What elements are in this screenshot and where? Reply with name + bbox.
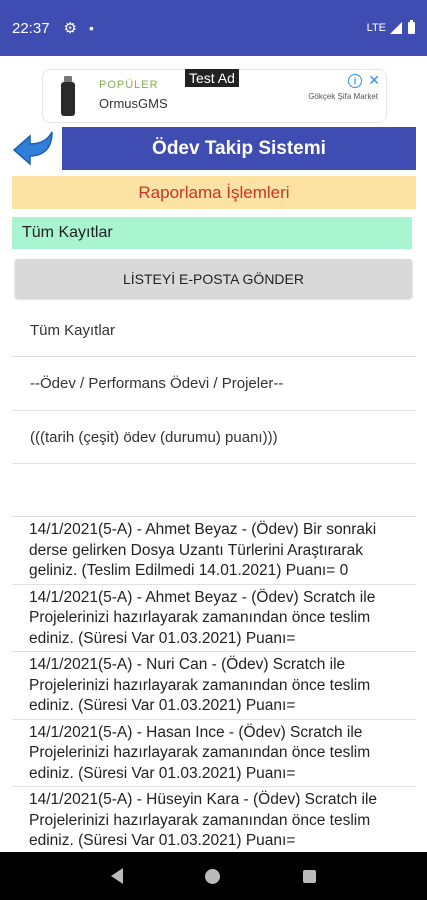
records-list[interactable] <box>12 516 416 853</box>
gear-icon: ⚙ <box>63 20 77 37</box>
record-filter-spinner[interactable]: Tüm Kayıtlar <box>12 305 416 357</box>
back-button[interactable] <box>12 128 56 170</box>
ad-tag: POPÜLER <box>99 79 159 91</box>
homework-type-spinner[interactable]: --Ödev / Performans Ödevi / Projeler-- <box>12 357 416 411</box>
list-item[interactable]: 14/1/2021(5-A) - Ahmet Beyaz - (Ödev) Scratch ile Projelerinizi hazırlayarak zamanından önce teslim ediniz. (Süresi Var 01.03.2021) Puanı= <box>12 585 416 653</box>
list-item[interactable]: 14/1/2021(5-A) - Ahmet Beyaz - (Ödev) Bir sonraki derse gelirken Dosya Uzantı Türlerini Araştırarak geliniz. (Teslim Edilmedi 14.01.2021) Puanı= 0 <box>12 517 416 585</box>
section-title: Raporlama İşlemleri <box>12 176 416 209</box>
system-nav-bar <box>0 852 427 900</box>
ad-advertiser: Gökçek Şifa Market <box>308 92 378 101</box>
nav-recents-icon[interactable] <box>303 870 316 883</box>
status-bar <box>0 0 427 56</box>
product-bottle-icon <box>61 76 75 116</box>
page-title: Ödev Takip Sistemi <box>62 127 416 170</box>
send-list-email-button[interactable]: LİSTEYİ E-POSTA GÖNDER <box>15 259 412 298</box>
list-item[interactable]: 14/1/2021(5-A) - Hasan Ince - (Ödev) Scratch ile Projelerinizi hazırlayarak zamanından önce teslim ediniz. (Süresi Var 01.03.2021) Puanı= <box>12 720 416 788</box>
ad-info-icon[interactable]: i <box>348 74 362 88</box>
ad-close-icon[interactable]: ✕ <box>368 72 380 88</box>
selected-filter-label: Tüm Kayıtlar <box>12 217 412 249</box>
ad-banner <box>0 56 427 126</box>
battery-icon <box>408 22 415 34</box>
sort-format-spinner[interactable]: (((tarih (çeşit) ödev (durumu) puanı))) <box>12 411 416 464</box>
test-ad-label: Test Ad <box>185 69 239 87</box>
back-arrow-icon <box>12 128 56 170</box>
status-time: 22:37 <box>12 19 50 37</box>
notification-dot-icon: • <box>89 20 94 36</box>
network-label: LTE <box>366 22 386 34</box>
nav-home-icon[interactable] <box>205 869 220 884</box>
ad-card[interactable] <box>42 69 387 123</box>
signal-icon <box>390 22 402 34</box>
status-icons <box>367 22 415 34</box>
list-item[interactable]: 14/1/2021(5-A) - Nuri Can - (Ödev) Scratch ile Projelerinizi hazırlayarak zamanından önce teslim ediniz. (Süresi Var 01.03.2021) Puanı= <box>12 652 416 720</box>
ad-brand: OrmusGMS <box>99 96 168 111</box>
nav-back-icon[interactable] <box>111 868 123 884</box>
list-item[interactable]: 14/1/2021(5-A) - Hüseyin Kara - (Ödev) Scratch ile Projelerinizi hazırlayarak zamanından önce teslim ediniz. (Süresi Var 01.03.2021) Puanı= <box>12 787 416 853</box>
